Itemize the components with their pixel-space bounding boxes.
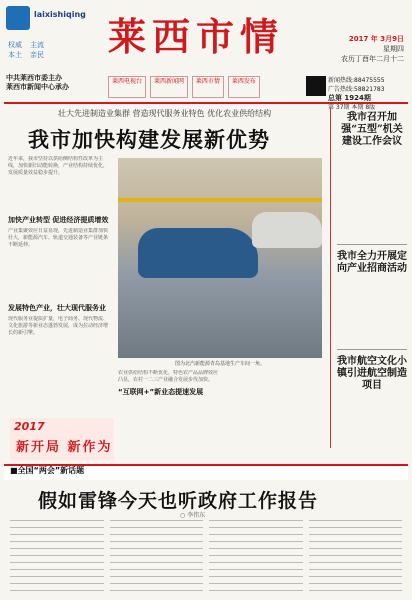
brief-title: 我市召开加强“五型”机关建设工作会议 bbox=[341, 112, 403, 147]
text-column bbox=[10, 520, 104, 596]
weekday: 星期四 bbox=[383, 45, 404, 53]
news-hotline: 新闻热线:88475555 bbox=[328, 77, 385, 84]
body-text bbox=[337, 152, 407, 244]
media-badges bbox=[108, 76, 296, 96]
media-badge: 莱西新闻网 bbox=[150, 76, 188, 98]
masthead-rule bbox=[4, 102, 408, 104]
body-text: 现代服务业提质扩量，电子商务、现代物流、文化旅游等新业态蓬勃发展，成为拉动经济增长的新引擎。 bbox=[8, 316, 109, 336]
lower-body bbox=[10, 520, 402, 596]
body-text bbox=[337, 279, 407, 349]
divider bbox=[337, 244, 407, 245]
masthead-logo bbox=[6, 6, 86, 19]
slogan-grid bbox=[8, 40, 56, 60]
lunar-date: 农历丁酉年二月十二 bbox=[341, 55, 404, 63]
lower-middle-col bbox=[118, 370, 222, 397]
blue-car-shape bbox=[138, 228, 258, 278]
byline: ○ 李伟东 bbox=[180, 512, 206, 519]
body-text: 近年来，我市坚持以供给侧结构性改革为主线，加快新旧动能转换，产业结构持续优化，发展质量效益稳步提升。 bbox=[8, 156, 109, 176]
ad-hotline: 广告热线:58821783 bbox=[328, 86, 385, 93]
logo-domain: laixishiqing bbox=[34, 10, 86, 19]
lead-subhead: 加快产业转型 促进经济提质增效 bbox=[8, 216, 109, 224]
contact-info bbox=[328, 76, 404, 112]
media-badge: 莱西发布 bbox=[228, 76, 260, 98]
right-column bbox=[330, 108, 409, 448]
text-column bbox=[110, 520, 204, 596]
lead-subhead: 发展特色产业，壮大现代服务业 bbox=[8, 304, 106, 312]
publisher-line: 莱西市新闻中心承办 bbox=[6, 83, 69, 91]
logo-icon bbox=[6, 6, 30, 30]
assembly-line-frame bbox=[118, 158, 322, 202]
promo-slogan: 新开局 新作为 bbox=[16, 440, 113, 455]
lead-kicker: 壮大先进制造业集群 营造现代服务业特色 优化农业供给结构 bbox=[58, 109, 272, 118]
body-text: 农业供给结构不断优化，特色农产品品牌效应凸显，农村一二三产业融合发展步伐加快。 bbox=[118, 370, 219, 383]
brief-title: 我市航空文化小镇引进航空制造项目 bbox=[337, 356, 407, 391]
slogan-item: 权威 bbox=[8, 41, 22, 49]
slogan-item: 本土 bbox=[8, 51, 22, 59]
issue-date: 2017 年 3月9日 bbox=[348, 35, 404, 43]
body-text: 产业集聚效应日益显现，先进制造业集群加快壮大，新能源汽车、轨道交通装备等产业链条不断延伸。 bbox=[8, 228, 109, 248]
media-badge: 莱西电视台 bbox=[108, 76, 146, 98]
issue-total: 总第 1924期 bbox=[328, 94, 371, 102]
divider bbox=[337, 349, 407, 350]
publisher bbox=[6, 74, 69, 92]
left-column bbox=[8, 156, 112, 408]
white-car-shape bbox=[252, 212, 322, 248]
edition-info bbox=[341, 34, 404, 64]
publisher-line: 中共莱西市委主办 bbox=[6, 74, 62, 82]
factory-photo bbox=[118, 158, 322, 358]
issue-number: 第 37期 本期 8版 bbox=[328, 104, 376, 111]
slogan-item: 主流 bbox=[30, 41, 44, 49]
text-column bbox=[209, 520, 303, 596]
media-badge: 莱西市情 bbox=[192, 76, 224, 98]
lead-subhead: “互联网+”新业态提速发展 bbox=[118, 388, 204, 396]
photo-caption: 图为北汽新能源青岛基地生产车间一角。 bbox=[174, 361, 265, 367]
newspaper-title: 莱西市情 bbox=[108, 14, 285, 59]
section-headline: 假如雷锋今天也听政府工作报告 bbox=[38, 490, 319, 512]
qr-code-icon bbox=[306, 76, 326, 96]
promo-banner bbox=[10, 418, 114, 460]
brief-title: 我市全力开展定向产业招商活动 bbox=[337, 251, 407, 274]
slogan-item: 亲民 bbox=[30, 51, 44, 59]
lead-headline: 我市加快构建发展新优势 bbox=[28, 127, 270, 152]
promo-year: 2017 bbox=[14, 420, 45, 433]
section-label: ■全国“两会”新话题 bbox=[10, 466, 85, 475]
text-column bbox=[309, 520, 403, 596]
